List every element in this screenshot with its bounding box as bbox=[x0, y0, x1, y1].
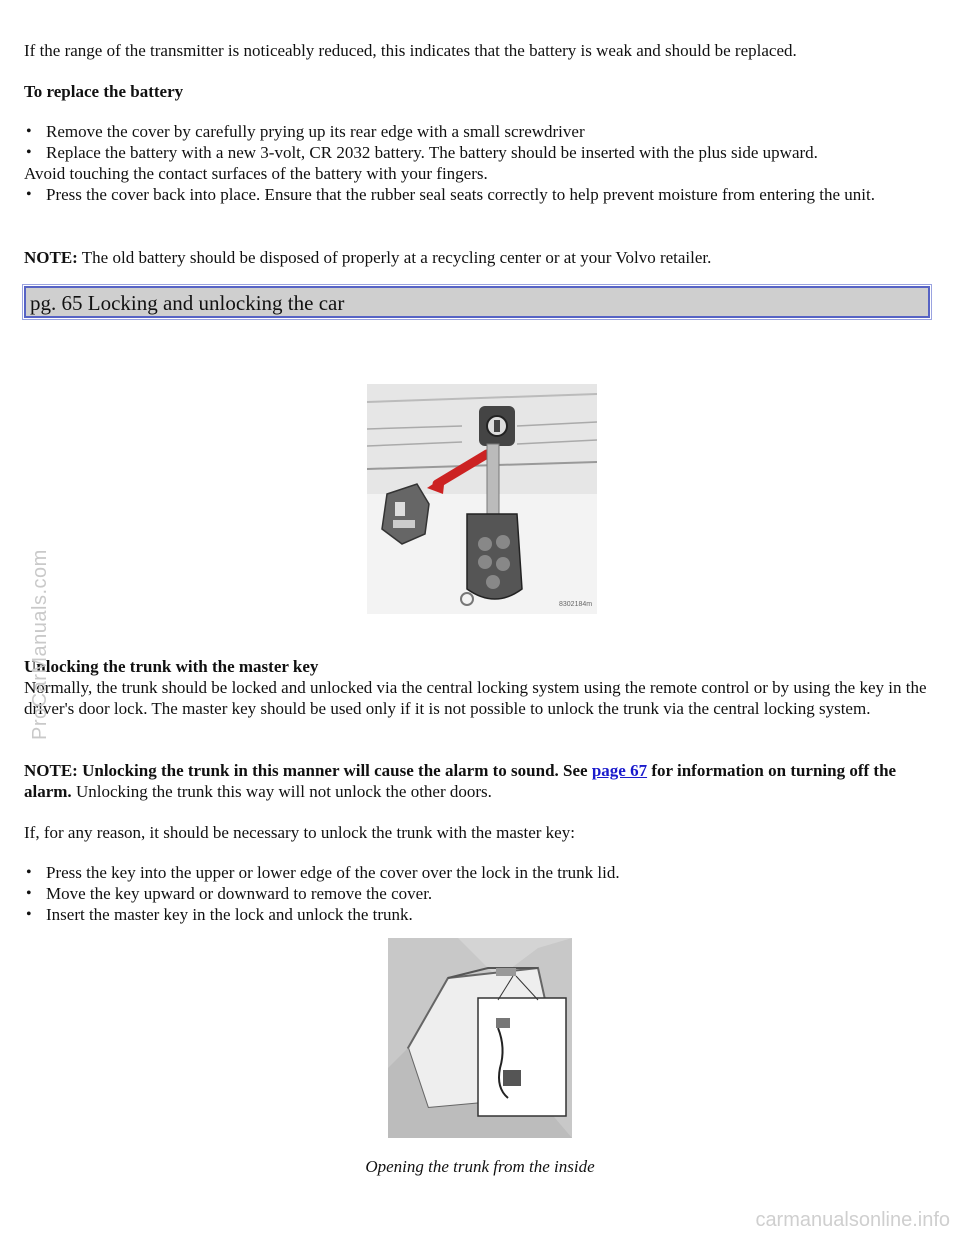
page-67-link[interactable]: page 67 bbox=[591, 761, 648, 780]
master-key-intro: If, for any reason, it should be necessary to unlock the trunk with the master key: bbox=[24, 823, 575, 842]
list-item: • Press the cover back into place. Ensure that the rubber seal seats correctly to help prevent moisture from entering the unit. bbox=[24, 184, 936, 205]
list-item: • Press the key into the upper or lower edge of the cover over the lock in the trunk lid. bbox=[24, 862, 936, 883]
unlock-steps bbox=[24, 862, 936, 925]
list-item: • Replace the battery with a new 3-volt, CR 2032 battery. The battery should be inserted with the plus side upward. Avoid touching the contact surfaces of the battery with your fingers. bbox=[24, 142, 936, 184]
section-title: pg. 65 Locking and unlocking the car bbox=[30, 291, 345, 315]
figure-caption: Opening the trunk from the inside bbox=[365, 1157, 595, 1176]
replace-battery-heading: To replace the battery bbox=[24, 82, 184, 101]
trunk-interior-illustration bbox=[388, 938, 572, 1138]
trunk-lock-illustration bbox=[367, 384, 597, 614]
note-disposal: NOTE: The old battery should be disposed of properly at a recycling center or at your Volvo retailer. bbox=[24, 248, 712, 267]
list-item: • Move the key upward or downward to remove the cover. bbox=[24, 883, 936, 904]
watermark-left: ProCarManuals.com bbox=[29, 549, 51, 740]
note-alarm: NOTE: Unlocking the trunk in this manner will cause the alarm to sound. See page 67 for information on turning off the alarm. Unlocking the trunk this way will not unlock the other doors. bbox=[24, 761, 897, 801]
list-item: • Remove the cover by carefully prying up its rear edge with a small screwdriver bbox=[24, 121, 936, 142]
unlock-trunk-heading: Unlocking the trunk with the master key bbox=[24, 657, 319, 676]
watermark-bottom-right: carmanualsonline.info bbox=[755, 1209, 950, 1231]
note-label: NOTE: bbox=[24, 248, 78, 267]
list-item-continuation: Avoid touching the contact surfaces of the battery with your fingers. bbox=[24, 164, 488, 183]
unlock-trunk-section bbox=[24, 656, 936, 719]
replace-battery-steps bbox=[24, 121, 936, 205]
unlock-trunk-body: Normally, the trunk should be locked and unlocked via the central locking system using the remote control or by using the key in the driver's door lock. The master key should be used only if it is not possible to unlock the trunk via the central locking system. bbox=[24, 678, 927, 718]
intro-paragraph: If the range of the transmitter is noticeably reduced, this indicates that the battery is weak and should be replaced. bbox=[24, 41, 797, 60]
list-item: • Insert the master key in the lock and unlock the trunk. bbox=[24, 904, 936, 925]
section-banner bbox=[24, 286, 930, 318]
figure-code: 8302184m bbox=[559, 601, 593, 608]
